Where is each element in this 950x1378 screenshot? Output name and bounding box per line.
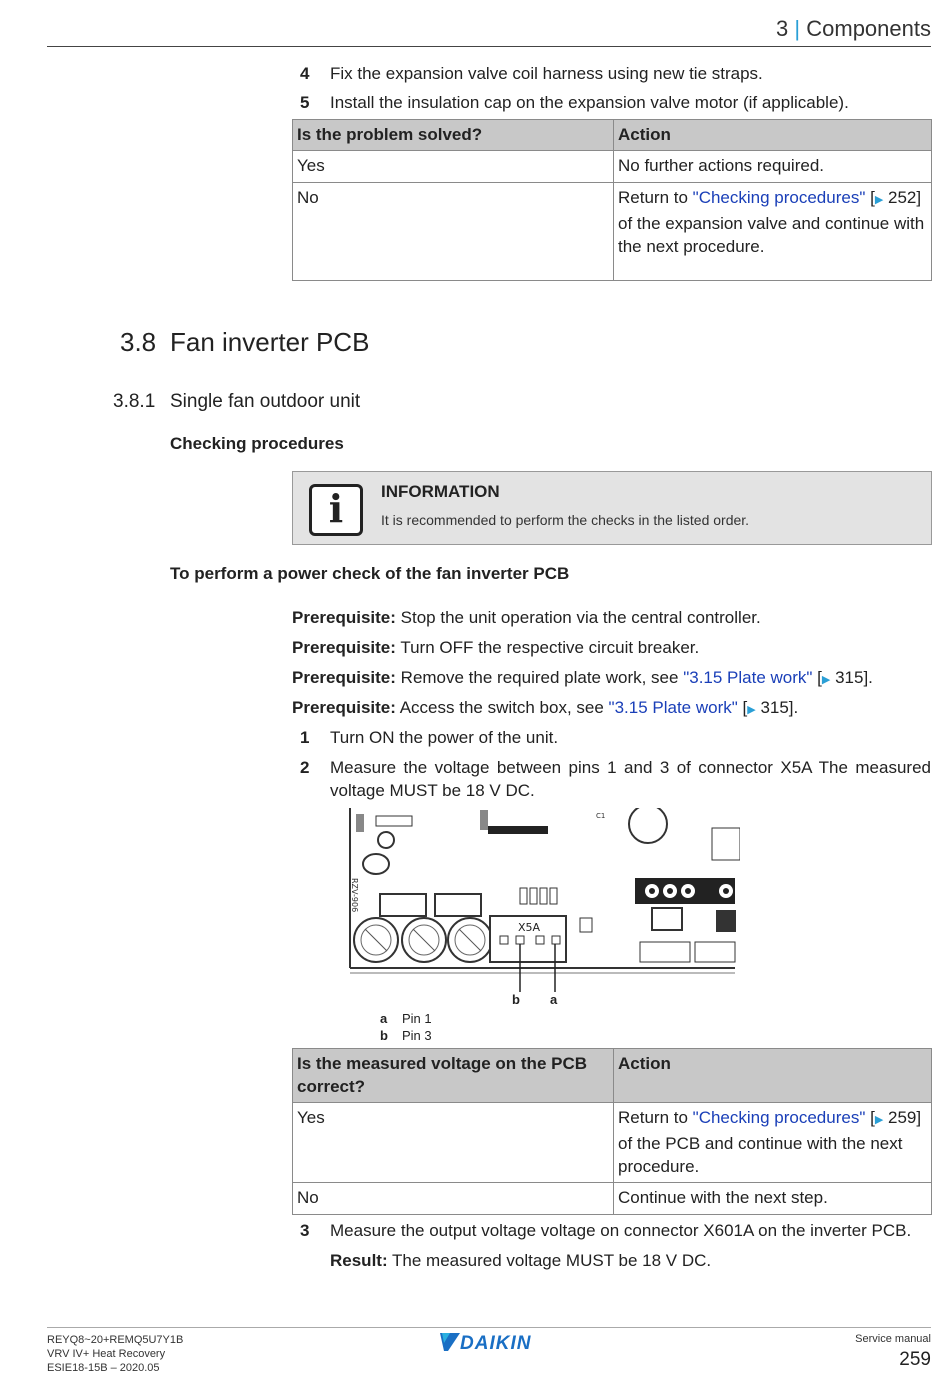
prerequisite-line bbox=[292, 696, 798, 722]
footer-manual-type: Service manual bbox=[855, 1333, 931, 1345]
cell-text: of the PCB and continue with the next procedure. bbox=[618, 1134, 903, 1176]
daikin-logo-icon bbox=[440, 1333, 460, 1351]
x5a-label: X5A bbox=[518, 921, 541, 934]
table-cell: No bbox=[293, 1183, 614, 1215]
step-number: 2 bbox=[300, 758, 310, 777]
table-cell bbox=[614, 183, 932, 281]
step-number: 5 bbox=[300, 93, 310, 112]
step-item bbox=[300, 62, 309, 85]
table-header-cell: Is the measured voltage on the PCB correct? bbox=[293, 1049, 614, 1103]
footer-doc-id: ESIE18-15B – 2020.05 bbox=[47, 1362, 160, 1374]
prerequisite-line bbox=[292, 606, 761, 629]
table-cell: No further actions required. bbox=[614, 151, 932, 183]
callout-a: a bbox=[550, 992, 558, 1007]
legend-text: Pin 3 bbox=[402, 1028, 432, 1043]
header-rule bbox=[47, 46, 931, 47]
prerequisite-label: Prerequisite: bbox=[292, 698, 396, 717]
table-header-cell: Action bbox=[614, 120, 932, 151]
prerequisite-label: Prerequisite: bbox=[292, 608, 396, 627]
table-header-cell: Is the problem solved? bbox=[293, 120, 614, 151]
table-row bbox=[293, 1183, 932, 1215]
callout-b: b bbox=[512, 992, 520, 1007]
prerequisite-text: Stop the unit operation via the central controller. bbox=[395, 608, 761, 627]
legend-text: Pin 1 bbox=[402, 1011, 432, 1026]
table-cell: Yes bbox=[293, 1103, 614, 1183]
brand-name: DAIKIN bbox=[460, 1333, 532, 1354]
checking-procedures-heading: Checking procedures bbox=[170, 434, 344, 453]
page-ref-arrow-icon: ▶ bbox=[747, 704, 756, 716]
step-text: Measure the output voltage voltage on connector X601A on the inverter PCB. bbox=[330, 1221, 912, 1240]
page-ref-arrow-icon: ▶ bbox=[874, 194, 884, 206]
chapter-title: Components bbox=[806, 16, 931, 41]
table-cell: No bbox=[293, 183, 614, 281]
power-check-heading: To perform a power check of the fan inverter PCB bbox=[170, 564, 570, 583]
footer-product: VRV IV+ Heat Recovery bbox=[47, 1348, 166, 1360]
step-item bbox=[300, 91, 309, 114]
running-header bbox=[776, 16, 931, 42]
legend-item bbox=[380, 1027, 432, 1044]
table-cell: Continue with the next step. bbox=[614, 1183, 932, 1215]
step-text: Measure the voltage between pins 1 and 3 of connector X5A The measured voltage MUST be 18 V DC. bbox=[330, 758, 931, 800]
checking-procedures-link[interactable]: "Checking procedures" bbox=[692, 188, 866, 207]
page-number: 259 bbox=[899, 1349, 931, 1370]
page-ref-arrow-icon: ▶ bbox=[821, 674, 831, 686]
cell-text: of the expansion valve and continue with the next procedure. bbox=[618, 214, 925, 256]
cell-text: Return to bbox=[618, 188, 693, 207]
prerequisite-line bbox=[292, 636, 699, 659]
prerequisite-text: Access the switch box, see bbox=[395, 698, 609, 717]
information-title: INFORMATION bbox=[381, 482, 500, 501]
page-ref-arrow-icon: ▶ bbox=[874, 1114, 884, 1126]
footer-model: REYQ8~20+REMQ5U7Y1B bbox=[47, 1334, 184, 1346]
table-row bbox=[293, 183, 932, 281]
step-number: 3 bbox=[300, 1221, 310, 1240]
cell-text: Return to bbox=[618, 1108, 693, 1127]
step-text: Fix the expansion valve coil harness using new tie straps. bbox=[330, 64, 763, 83]
subsection-title: Single fan outdoor unit bbox=[170, 391, 361, 412]
prerequisite-line bbox=[292, 666, 873, 692]
table-cell: Yes bbox=[293, 151, 614, 183]
page-ref: 315]. bbox=[755, 698, 799, 717]
problem-solved-table bbox=[292, 119, 932, 281]
page-ref: 252] bbox=[883, 188, 922, 207]
step-text: Install the insulation cap on the expansion valve motor (if applicable). bbox=[330, 93, 849, 112]
table-header-row bbox=[293, 120, 932, 151]
prerequisite-text: Remove the required plate work, see bbox=[395, 668, 684, 687]
prerequisite-label: Prerequisite: bbox=[292, 638, 396, 657]
footer-rule bbox=[47, 1327, 931, 1328]
table-row bbox=[293, 1103, 932, 1183]
result-text: The measured voltage MUST be 18 V DC. bbox=[387, 1251, 712, 1270]
result-line bbox=[330, 1249, 711, 1272]
figure-legend bbox=[380, 1010, 432, 1044]
section-title: Fan inverter PCB bbox=[170, 327, 370, 357]
table-header-row bbox=[293, 1049, 932, 1103]
chapter-number: 3 bbox=[776, 16, 789, 41]
page-ref: 315]. bbox=[830, 668, 873, 687]
voltage-check-table bbox=[292, 1048, 932, 1215]
step-number: 4 bbox=[300, 64, 310, 83]
step-number: 1 bbox=[300, 728, 310, 747]
cell-text: [ bbox=[865, 188, 875, 207]
plate-work-link[interactable]: "3.15 Plate work" bbox=[608, 698, 738, 717]
svg-text:RZV-906: RZV-906 bbox=[350, 878, 359, 913]
table-header-cell: Action bbox=[614, 1049, 932, 1103]
legend-item bbox=[380, 1010, 432, 1027]
result-label: Result: bbox=[330, 1251, 388, 1270]
prerequisite-text: Turn OFF the respective circuit breaker. bbox=[395, 638, 700, 657]
information-icon: i bbox=[309, 484, 363, 536]
prerequisite-label: Prerequisite: bbox=[292, 668, 396, 687]
cell-text: [ bbox=[865, 1108, 875, 1127]
legend-key: a bbox=[380, 1011, 388, 1026]
footer-doc-info bbox=[47, 1333, 183, 1375]
checking-procedures-link[interactable]: "Checking procedures" bbox=[692, 1108, 866, 1127]
page-ref: 259] bbox=[883, 1108, 922, 1127]
legend-key: b bbox=[380, 1028, 388, 1043]
section-number: 3.8 bbox=[120, 327, 157, 357]
svg-text:C1: C1 bbox=[596, 812, 606, 820]
table-row bbox=[293, 151, 932, 183]
plate-work-link[interactable]: "3.15 Plate work" bbox=[683, 668, 813, 687]
table-cell bbox=[614, 1103, 932, 1183]
daikin-logo bbox=[440, 1333, 531, 1355]
subsection-number: 3.8.1 bbox=[113, 391, 156, 412]
header-separator: | bbox=[794, 16, 807, 41]
pcb-photo bbox=[340, 808, 740, 1008]
bracket: [ bbox=[737, 698, 748, 717]
step-text: Turn ON the power of the unit. bbox=[330, 728, 559, 747]
bracket: [ bbox=[812, 668, 822, 687]
information-text: It is recommended to perform the checks in the listed order. bbox=[381, 512, 750, 528]
